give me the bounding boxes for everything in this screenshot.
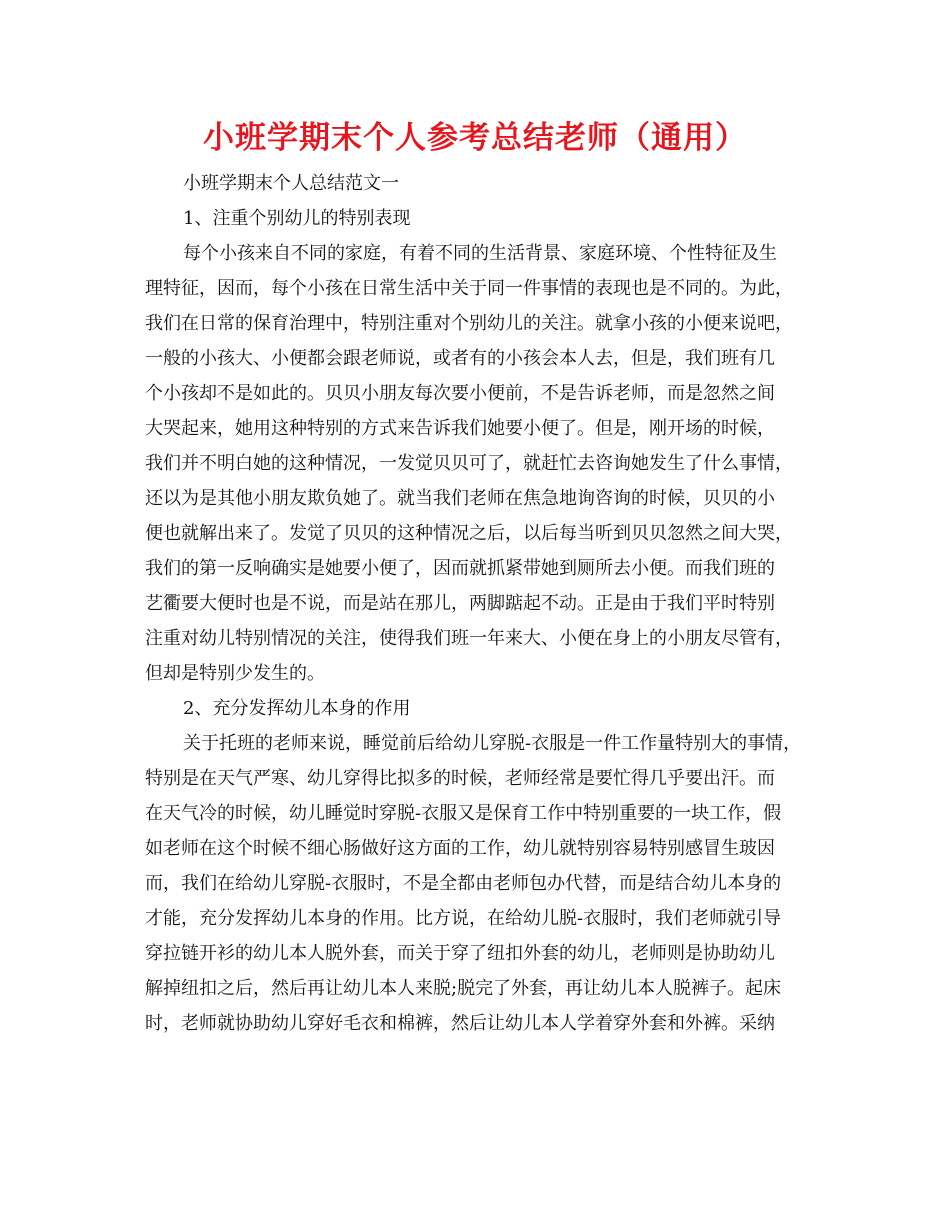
paragraph-line: 我们在日常的保育治理中，特别注重对个别幼儿的关注。就拿小孩的小便来说吧， (145, 313, 793, 334)
section-heading: 1、注重个别幼儿的特别表现 (183, 208, 411, 229)
paragraph-line: 但却是特别少发生的。 (145, 663, 325, 684)
paragraph-line: 我们的第一反响确实是她要小便了，因而就抓紧带她到厕所去小便。而我们班的 (145, 558, 775, 579)
paragraph-line: 时，老师就协助幼儿穿好毛衣和棉裤，然后让幼儿本人学着穿外套和外裤。采纳 (145, 1013, 775, 1034)
paragraph-line: 才能，充分发挥幼儿本身的作用。比方说，在给幼儿脱-衣服时，我们老师就引导 (145, 908, 782, 929)
paragraph-line: 如老师在这个时候不细心肠做好这方面的工作，幼儿就特别容易特别感冒生玻因 (145, 838, 775, 859)
paragraph-line: 我们并不明白她的这种情况，一发觉贝贝可了，就赶忙去咨询她发生了什么事情， (145, 453, 793, 474)
paragraph-line: 每个小孩来自不同的家庭，有着不同的生活背景、家庭环境、个性特征及生 (183, 243, 777, 264)
document-title: 小班学期末个人参考总结老师（通用） (203, 120, 747, 156)
paragraph-line: 便也就解出来了。发觉了贝贝的这种情况之后，以后每当听到贝贝忽然之间大哭， (145, 523, 793, 544)
paragraph-line: 特别是在天气严寒、幼儿穿得比拟多的时候，老师经常是要忙得几乎要出汗。而 (145, 768, 775, 789)
paragraph-line: 理特征，因而，每个小孩在日常生活中关于同一件事情的表现也是不同的。为此， (145, 278, 793, 299)
paragraph-line: 注重对幼儿特别情况的关注，使得我们班一年来大、小便在身上的小朋友尽管有， (145, 628, 793, 649)
paragraph-line: 还以为是其他小朋友欺负她了。就当我们老师在焦急地询咨询的时候，贝贝的小 (145, 488, 775, 509)
paragraph-line: 解掉纽扣之后，然后再让幼儿本人来脱;脱完了外套，再让幼儿本人脱裤子。起床 (145, 978, 782, 999)
paragraph-line: 在天气冷的时候，幼儿睡觉时穿脱-衣服又是保育工作中特别重要的一块工作，假 (145, 803, 782, 824)
paragraph-line: 一般的小孩大、小便都会跟老师说，或者有的小孩会本人去，但是，我们班有几 (145, 348, 775, 369)
subtitle-line: 小班学期末个人总结范文一 (183, 173, 399, 194)
paragraph-line: 穿拉链开衫的幼儿本人脱外套，而关于穿了纽扣外套的幼儿，老师则是协助幼儿 (145, 943, 775, 964)
paragraph-line: 大哭起来，她用这种特别的方式来告诉我们她要小便了。但是，刚开场的时候， (145, 418, 775, 439)
paragraph-line: 个小孩却不是如此的。贝贝小朋友每次要小便前，不是告诉老师，而是忽然之间 (145, 383, 775, 404)
paragraph-line: 而，我们在给幼儿穿脱-衣服时，不是全都由老师包办代替，而是结合幼儿本身的 (145, 873, 782, 894)
paragraph-line: 艺衢要大便时也是不说，而是站在那儿，两脚踮起不动。正是由于我们平时特别 (145, 593, 775, 614)
paragraph-line: 关于托班的老师来说，睡觉前后给幼儿穿脱-衣服是一件工作量特别大的事情， (183, 733, 802, 754)
section-heading: 2、充分发挥幼儿本身的作用 (183, 698, 411, 719)
